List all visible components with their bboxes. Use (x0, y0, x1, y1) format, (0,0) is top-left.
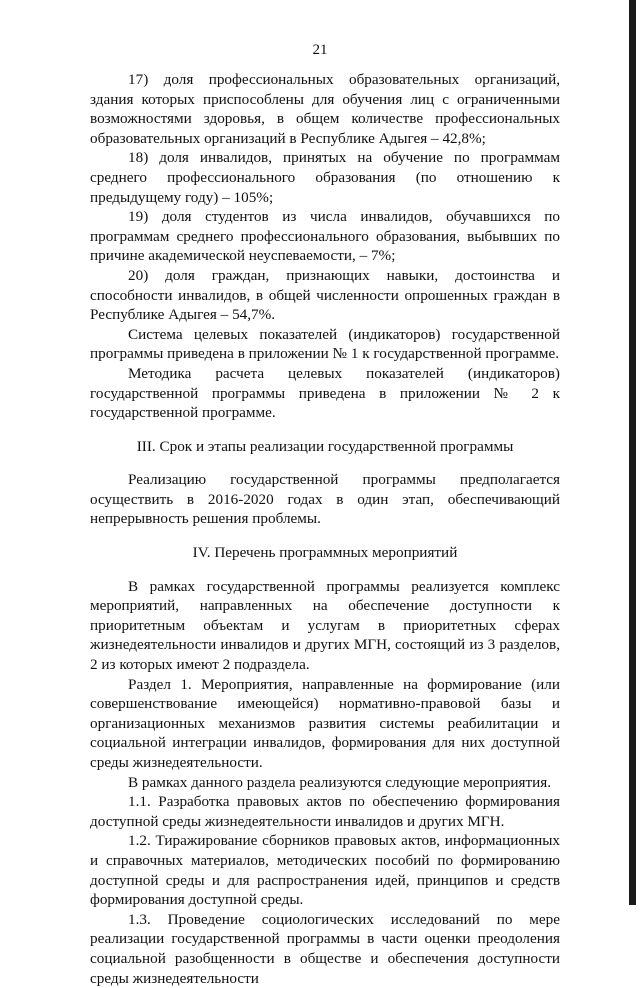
paragraph-calculation-method: Методика расчета целевых показателей (индикаторов) государственной программы приведена в приложении № 2 к государственной программе. (90, 364, 560, 422)
paragraph-implementation-period: Реализацию государственной программы предполагается осуществить в 2016-2020 годах в один этап, обеспечивающий непрерывность решения проблемы. (90, 471, 560, 528)
page-number: 21 (312, 42, 328, 58)
paragraph-section-1-intro: В рамках данного раздела реализуются следующие мероприятия. (128, 773, 552, 791)
paragraph-indicator-18: 18) доля инвалидов, принятых на обучение по программам среднего профессионального образования (по отношению к предыдущему году) – 105%; (90, 149, 560, 206)
paragraph-indicator-20: 20) доля граждан, признающих навыки, достоинства и способности инвалидов, в общей численности опрошенных граждан в Республике Адыгея – 54,7%. (90, 266, 560, 324)
paragraph-program-complex: В рамках государственной программы реализуется комплекс мероприятий, направленных на обеспечение доступности к приоритетным объектам и услугам в приоритетных сферах жизнедеятельности инвалидов и других МГН, состоящий из 3 разделов, 2 из которых имеют 2 подраздела. (90, 577, 560, 674)
section-heading-4: IV. Перечень программных мероприятий (192, 544, 458, 562)
paragraph-section-1: Раздел 1. Мероприятия, направленные на формирование (или совершенствование имеющейся) нормативно-правовой базы и организационных механизмов развития системы реабилитации и социальной интеграции инвалидов, формирования для них доступной среды жизнедеятельности. (90, 675, 560, 771)
paragraph-measure-1-1: 1.1. Разработка правовых актов по обеспечению формирования доступной среды жизнедеятельности инвалидов и других МГН. (90, 793, 560, 830)
document-body (90, 70, 560, 988)
paragraph-indicator-17: 17) доля профессиональных образовательных организаций, здания которых приспособлены для обучения лиц с ограниченными возможностями здоровья, в общем количестве профессиональных образовательных организаций в Республике Адыгея – 42,8%; (90, 71, 560, 147)
paragraph-measure-1-3: 1.3. Проведение социологических исследований по мере реализации государственной программы в части оценки преодоления социальной разобщенности в обществе и обеспечения доступности среды жизнедеятельности (90, 910, 560, 987)
scan-border (629, 0, 636, 905)
paragraph-indicator-19: 19) доля студентов из числа инвалидов, обучавшихся по программам среднего профессионального образования, выбывших по причине академической неуспеваемости, – 7%; (90, 208, 560, 265)
paragraph-indicators-system: Система целевых показателей (индикаторов) государственной программы приведена в приложении № 1 к государственной программе. (90, 325, 560, 363)
section-heading-3: III. Срок и этапы реализации государственной программы (136, 437, 514, 455)
paragraph-measure-1-2: 1.2. Тиражирование сборников правовых актов, информационных и справочных материалов, методических пособий по формированию доступной среды и для распространения идей, принципов и средств формирования доступной среды. (90, 832, 560, 909)
